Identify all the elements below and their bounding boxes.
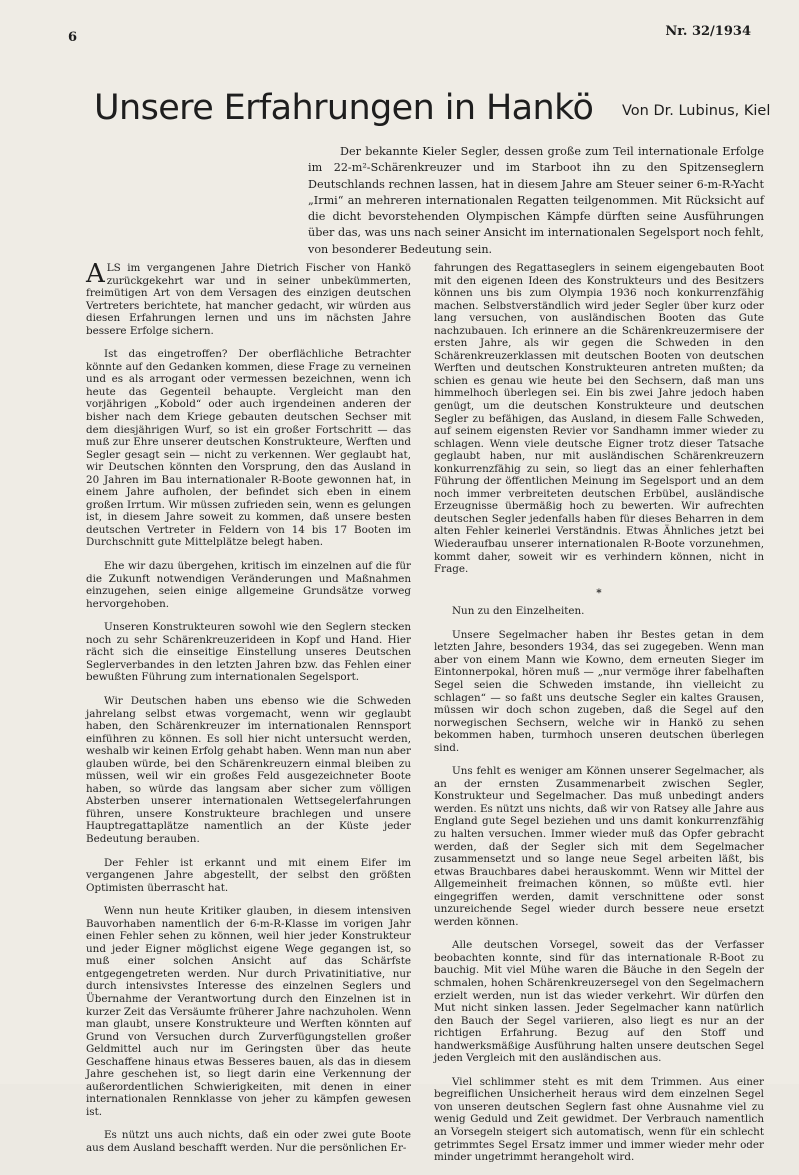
paragraph-5: Wir Deutschen haben uns ebenso wie die Schweden jahrelang selbst etwas vorgemacht, wenn wir geglaubt haben, den Schärenkreuzer im internationalen Rennsport einführen zu können. Es soll hier nicht untersucht werden, weshalb wir keinen Erfolg gehabt haben. Wenn man nun aber glauben würde, bei den Schärenkreuzern einmal bleiben zu müssen, weil wir ein großes Feld ausgezeichneter Boote haben, so würde das langsam aber sicher zum völligen Absterben unserer internationalen Wettsegelerfahrungen führen, unsere Konstrukteure brachlegen und unsere Hauptregattaplätze namentlich an der Küste jeder Bedeutung berauben. <box>86 694 411 845</box>
section-divider-star: * <box>596 586 602 599</box>
article-intro <box>308 144 764 258</box>
article-author: Von Dr. Lubinus, Kiel <box>622 103 771 119</box>
article-title: Unsere Erfahrungen in Hankö <box>94 88 594 128</box>
paragraph-continued: fahrungen des Regattaseglers in seinem eigengebauten Boot mit den eigenen Ideen des Konstrukteurs und des Besitzers können uns bis zum Olympia 1936 noch konkurrenzfähig machen. Selbstverständlich wird jeder Segler über kurz oder lang versuchen, von ausländischen Booten das Gute nachzubauen. Ich erinnere an die Schärenkreuzermisere der ersten Jahre, als wir gegen die Schweden in den Schärenkreuzerklassen mit deutschen Booten von deutschen Werften und deutschen Konstrukteuren antreten mußten; da schien es genau wie heute bei den Sechsern, daß man uns himmelhoch überlegen sei. Ein bis zwei Jahre jedoch haben genügt, um die deutschen Konstrukteure und deutschen Segler zu befähigen, das Ausland, in diesem Falle Schweden, auf seinem eigensten Revier vor Sandhamn immer wieder zu schlagen. Wenn viele deutsche Eigner trotz dieser Tatsache geglaubt haben, nur mit ausländischen Schärenkreuzern konkurrenzfähig zu sein, so liegt das an einer fehlerhaften Führung der öffentlichen Meinung im Segelsport und an dem noch immer verbreiteten deutschen Erbübel, ausländische Erzeugnisse übermäßig hoch zu bewerten. Wir aufrechten deutschen Segler jedenfalls haben für dieses Beharren in dem alten Fehler keinerlei Verständnis. Etwas Ähnliches jetzt bei Wiederaufbau unserer internationalen R-Boote vorzunehmen, kommt daher, soweit wir es verhindern können, nicht in Frage. <box>434 262 764 576</box>
text-column-right <box>434 262 764 1175</box>
paragraph-4: Unseren Konstrukteuren sowohl wie den Seglern stecken noch zu sehr Schärenkreuzerideen in Kopf und Hand. Hier rächt sich die einseitige Einstellung unseres Deutschen Seglerverbandes in den letzten Jahren bzw. das Fehlen einer bewußten Führung zum internationalen Segelsport. <box>86 621 411 684</box>
paragraph-trimmen: Viel schlimmer steht es mit dem Trimmen. Aus einer begreiflichen Unsicherheit heraus wird dem einzelnen Segel von unseren deutschen Seglern fast ohne Ausnahme viel zu wenig Geduld und Zeit gewidmet. Der Verbrauch namentlich an Vorsegeln steigert sich automatisch, wenn für ein schlecht getrimmtes Segel Ersatz immer und immer wieder mehr oder minder ungetrimmt herangeholt wird. <box>434 1075 764 1164</box>
paragraph-1 <box>86 259 411 337</box>
intro-paragraph: Der bekannte Kieler Segler, dessen große zum Teil internationale Erfolge im 22-m²-Schärenkreuzer und im Starboot ihn zu den Spitzenseglern Deutschlands rechnen lassen, hat in diesem Jahre am Steuer seiner 6-m-R-Yacht „Irmi“ an mehreren internationalen Regatten teilgenommen. Mit Rücksicht auf die dicht bevorstehenden Olympischen Kämpfe dürften seine Ausführungen über das, was uns nach seiner Ansicht im internationalen Segelsport noch fehlt, von besonderer Bedeutung sein. <box>308 145 764 256</box>
issue-number: Nr. 32/1934 <box>665 24 751 39</box>
paragraph-zusammenarbeit: Uns fehlt es weniger am Können unserer Segelmacher, als an der ernsten Zusammenarbeit zwischen Segler, Konstrukteur und Segelmacher. Das muß unbedingt anders werden. Es nützt uns nichts, daß wir von Ratsey alle Jahre aus England gute Segel beziehen und uns damit konkurrenzfähig zu halten versuchen. Immer wieder muß das Opfer gebracht werden, daß der Segler sich mit dem Segelmacher zusammensetzt und so lange neue Segel arbeiten läßt, bis etwas Brauchbares dabei herauskommt. Wenn wir Mittel der Allgemeinheit freimachen können, so müßte evtl. hier eingegriffen werden, damit verschnittene oder sonst unzureichende Segel wieder durch bessere neue ersetzt werden können. <box>434 765 764 928</box>
paragraph-segelmacher: Unsere Segelmacher haben ihr Bestes getan in dem letzten Jahre, besonders 1934, das sei zugegeben. Wenn man aber von einem Mann wie Kowno, dem erneuten Sieger im Eintonnerpokal, hören muß — „nur vermöge ihrer fabelhaften Segel seien die Schweden imstande, ihn vielleicht zu schlagen“ — so faßt uns deutsche Segler ein kaltes Grausen, müssen wir doch schon zugeben, daß die Segel auf den norwegischen Sechsern, welche wir in Hankö zu sehen bekommen haben, turmhoch unseren deutschen überlegen sind. <box>434 628 764 754</box>
drop-cap: A <box>86 259 105 289</box>
text-column-left <box>86 259 411 1166</box>
paragraph-details-intro: Nun zu den Einzelheiten. <box>452 605 585 618</box>
paragraph-vorsegel: Alle deutschen Vorsegel, soweit das der Verfasser beobachten konnte, sind für das internationale R-Boot zu bauchig. Mit viel Mühe waren die Bäuche in den Segeln der schmalen, hohen Schärenkreuzersegel von den Segelmachern erzielt werden, nun ist das wieder verkehrt. Wir dürfen den Mut nicht sinken lassen. Jeder Segelmacher kann natürlich den Bauch der Segel variieren, also liegt es nur an der richtigen Erfahrung. Bezug auf den Stoff und handwerksmäßige Ausführung halten unsere deutschen Segel jeden Vergleich mit den ausländischen aus. <box>434 939 764 1065</box>
paragraph-text: LS im vergangenen Jahre Dietrich Fischer von Hankö zurückgekehrt war und in seiner unbekümmerten, freimütigen Art von dem Versagen des einzigen deutschen Vertreters berichtete, hat mancher gedacht, wir würden aus diesen Erfahrungen lernen und uns im nächsten Jahre bessere Erfolge sichern. <box>86 262 411 337</box>
paragraph-8: Es nützt uns auch nichts, daß ein oder zwei gute Boote aus dem Ausland beschafft werden. Nur die persönlichen Er- <box>86 1129 411 1154</box>
paragraph-2: Ist das eingetroffen? Der oberflächliche Betrachter könnte auf den Gedanken kommen, diese Frage zu verneinen und es als arrogant oder vermessen bezeichnen, wenn ich heute das Gegenteil behaupte. Vergleicht man den vorjährigen „Kobold“ oder auch irgendeinen anderen der bisher nach dem Kriege gebauten deutschen Sechser mit dem diesjährigen Wurf, so ist ein großer Fortschritt — das muß zur Ehre unserer deutschen Konstrukteure, Werften und Segler gesagt sein — nicht zu verkennen. Wer geglaubt hat, wir Deutschen könnten den Vorsprung, den das Ausland in 20 Jahren im Bau internationaler R-Boote gewonnen hat, in einem Jahre aufholen, der befindet sich eben in einem großen Irrtum. Wir müssen zufrieden sein, wenn es gelungen ist, in diesem Jahre soweit zu kommen, daß unsere besten deutschen Vertreter in Feldern von 14 bis 17 Booten im Durchschnitt gute Mittelplätze belegt haben. <box>86 348 411 549</box>
paragraph-6: Der Fehler ist erkannt und mit einem Eifer im vergangenen Jahre abgestellt, der selbst den größten Optimisten überrascht hat. <box>86 856 411 894</box>
page-number: 6 <box>68 30 78 45</box>
paragraph-7: Wenn nun heute Kritiker glauben, in diesem intensiven Bauvorhaben namentlich der 6-m-R-Klasse im vorigen Jahr einen Fehler sehen zu können, weil hier jeder Konstrukteur und jeder Eigner möglichst eigene Wege gegangen ist, so muß einer solchen Ansicht auf das Schärfste entgegengetreten werden. Nur durch Privatinitiative, nur durch intensivstes Interesse des einzelnen Seglers und Übernahme der Verantwortung durch den Einzelnen ist in kurzer Zeit das Versäumte früherer Jahre nachzuholen. Wenn man glaubt, unsere Konstrukteure und Werften könnten auf Grund von Versuchen durch Zurverfügungstellen großer Geldmittel auch nur im Geringsten über das heute Geschaffene hinaus etwas Besseres bauen, als das in diesem Jahre geschehen ist, so liegt darin eine Verkennung der außerordentlichen Schwierigkeiten, mit denen in einer internationalen Rennklasse von jeher zu kämpfen gewesen ist. <box>86 905 411 1118</box>
paragraph-3: Ehe wir dazu übergehen, kritisch im einzelnen auf die für die Zukunft notwendigen Veränderungen und Maßnahmen einzugehen, seien einige allgemeine Grundsätze vorweg hervorgehoben. <box>86 560 411 610</box>
